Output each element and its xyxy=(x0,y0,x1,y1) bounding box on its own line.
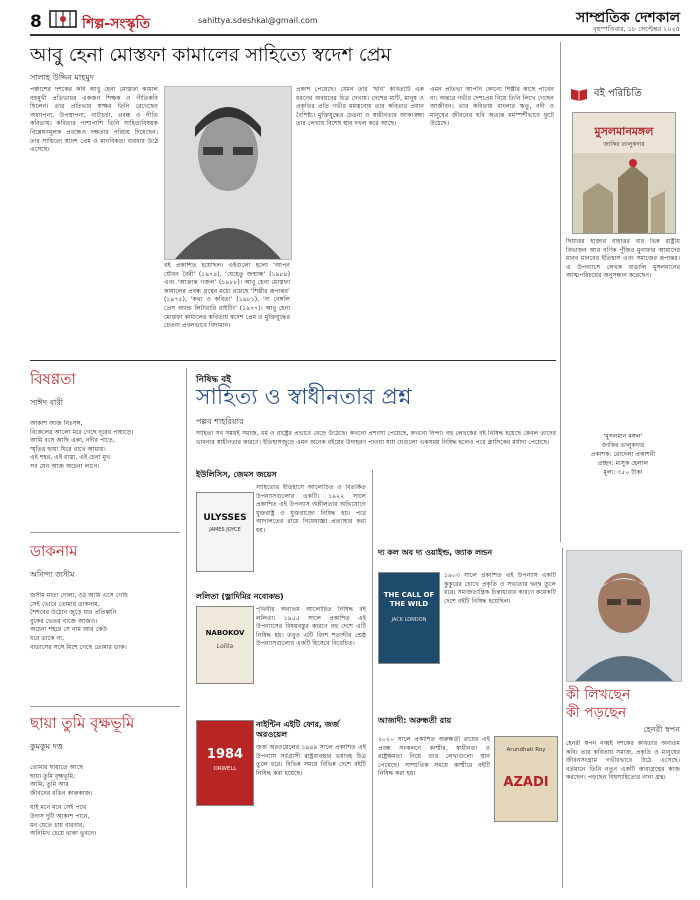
header-date: বৃহস্পতিবার, ১৮ সেপ্টেম্বর ২০২৫ xyxy=(593,25,680,33)
page-header xyxy=(0,0,700,34)
poem-line: সেই ভোরে তোমার ডাকনাম, xyxy=(30,600,100,608)
book-cover-author: Arundhati Roy xyxy=(506,747,546,753)
poem-title: ডাকনাম xyxy=(30,542,78,560)
book-review-meta-price: মূল্য: ৩৫০ টাকা xyxy=(603,469,643,476)
poem-author: কুমকুম দত্ত xyxy=(30,742,63,751)
book-review-meta-author: জাকির তালুকদার xyxy=(601,442,645,449)
book-text-ulysses: সাহিত্যের ইতিহাসে আলোচিত ও বিতর্কিত উপন্যাসগুলোর একটি। ১৯২২ সালে প্রকাশিত এই উপন্যাস অশ্লীলতার অভিযোগে যুক্তরাষ্ট্র ও যুক্তরাজ্যে নিষিদ্ধ হয়। পরে আদালতের রায়ে নিষেধাজ্ঞা প্রত্যাহার করা হয়। xyxy=(256,484,366,534)
book-review-cover xyxy=(572,112,676,234)
book-cover-author: JAMES JOYCE xyxy=(209,527,241,533)
vertical-divider-left xyxy=(186,368,187,888)
book-text-azadi: ২০২০ সালে প্রকাশিত অরুন্ধতী রায়ের এই প্রবন্ধ সংকলনে কাশ্মীর, স্বাধীনতা ও রাষ্ট্রক্ষমতা নিয়ে তার লেখাগুলো স্থান পেয়েছে। সাম্প্রতিক সময়ে কাশ্মীরে বইটি নিষিদ্ধ করা হয়। xyxy=(378,736,490,778)
poem-line: জীবনের রঙিন কারুকাজ। xyxy=(30,789,93,797)
vertical-divider-mid xyxy=(372,470,373,888)
poem-body xyxy=(30,764,180,839)
poem-line: আমি বসে আছি একা, নদীর পাড়ে, xyxy=(30,437,115,445)
book-cover-title: THE CALL OF THE WILD xyxy=(383,591,435,608)
page-number: 8 xyxy=(30,12,42,32)
masthead: সাম্প্রতিক দেশকাল xyxy=(576,10,680,26)
poem-line: উদাস দুটি আকাশ পানে, xyxy=(30,812,90,820)
poem-line: সব যেন আজ অচেনা লাগে। xyxy=(30,462,100,470)
poem-divider xyxy=(30,706,180,707)
poem-title: ছায়া তুমি বৃক্ষভূমি xyxy=(30,714,135,732)
book-cover-1984 xyxy=(196,720,254,806)
poem-author: অনিন্দ্য জসীম xyxy=(30,570,75,579)
poem-line: শৈশবের উঠোন জুড়ে যার প্রতিধ্বনি xyxy=(30,609,117,617)
poem-body xyxy=(30,592,180,652)
lead-photo-caption: বই প্রকাশিত হয়েছিল। এইগুলো হলো ‘আপন যৌবন বৈরী’ (১৯৭৪), ‘যেহেতু জন্মান্ধ’ (১৯৮৪) এবং ‘আক্রান্ত গজল’ (১৯৮৮)। আবু হেনা মোস্তফা কামালের প্রবন্ধ গ্রন্থের মধ্যে রয়েছে ‘শিল্পীর রূপান্তর’ (১৯৭৫), ‘কথা ও কবিতা’ (১৯৮১), ‘দ্য বেঙ্গলি প্রেস অ্যান্ড লিটারারি রাইটিং’ (১৯৭৭)। আবু হেনা মোস্তফা কামালের কবিতায় স্বদেশ প্রেম ও মুক্তিযুদ্ধের চেতনা প্রবলভাবে বিদ্যমান। xyxy=(164,262,290,330)
banned-kicker: নিষিদ্ধ বই xyxy=(196,375,231,385)
book-review-meta-cover: প্রচ্ছদ: মাসুক হেলাল xyxy=(597,460,649,467)
lead-column-3: এমন প্রতিভা আপনি কোনো শিল্পীর কাছে পাবেন না। অন্তরে গভীর দেশপ্রেম নিয়ে তিনি লিখে গেছেন আজীবন। তার কবিতায় বাংলার ঋতু, নদী ও মানুষের জীবনের ছবি অত্যন্ত মর্মস্পর্শীভাবে ফুটে উঠেছে। xyxy=(430,86,554,128)
book-cover-azadi xyxy=(494,736,558,822)
poem-line: মন যেতে চায় বারবার, xyxy=(30,821,85,829)
banned-headline: সাহিত্য ও স্বাধীনতার প্রশ্ন xyxy=(196,385,412,410)
writer-portrait-icon xyxy=(567,551,681,681)
book-text-lolita: পৃথিবীর অন্যতম আলোচিত নিষিদ্ধ বই ললিতা। ১৯৫৫ সালে প্রকাশিত এই উপন্যাসের বিষয়বস্তুর কারণে বহু দেশে এটি নিষিদ্ধ হয়। তবুও এটি বিংশ শতাব্দীর শ্রেষ্ঠ উপন্যাসগুলোর একটি হিসেবে বিবেচিত। xyxy=(256,606,366,648)
book-cover-title: AZADI xyxy=(503,775,549,790)
book-cover-author: JACK LONDON xyxy=(391,617,427,623)
book-cover-title: NABOKOV xyxy=(205,629,245,637)
column-divider xyxy=(560,42,561,542)
section-logo-icon xyxy=(48,9,78,29)
cover-art-icon xyxy=(573,153,675,233)
poem-line: তোমার ছায়াতে আছে xyxy=(30,764,84,771)
book-text-call-of-the-wild: ১৯০৩ সালে প্রকাশিত এই উপন্যাস একটি কুকুরের চোখে প্রকৃতি ও সভ্যতার দ্বন্দ্ব তুলে ধরে। সমাজতান্ত্রিক চিন্তাধারার কারণে কয়েকটি দেশে বইটি নিষিদ্ধ হয়েছিল। xyxy=(444,572,556,605)
book-cover-author: ORWELL xyxy=(213,766,237,772)
lead-bottom-divider xyxy=(30,360,556,361)
book-review-meta-title: ‘মুসলমান মঙ্গল’ xyxy=(603,433,643,440)
book-title-call-of-the-wild: দ্য কল অব দ্য ওয়াইল্ড, জ্যাক লন্ডন xyxy=(378,548,493,557)
poem-line: স্মৃতির ছায়া ঘিরে রাখে আমায়। xyxy=(30,445,106,453)
poem-line: ছায়া তুমি বৃক্ষভূমি; xyxy=(30,772,76,780)
poem-line: জসীম মাতা দোলা, ওঠ আমি এসে গেছি xyxy=(30,592,128,599)
book-review-meta xyxy=(566,432,680,477)
poem-body xyxy=(30,420,180,472)
header-divider xyxy=(30,34,680,36)
lead-headline: আবু হেনা মোস্তফা কামালের সাহিত্যে স্বদেশ প্রেম xyxy=(30,44,392,66)
lead-byline: সালাহ উদ্দিন মাহমুদ xyxy=(30,73,94,82)
writer-heading-line-2: কী পড়ছেন xyxy=(566,705,627,721)
book-title-ulysses: ইউলিসিস, জেমস জয়েস xyxy=(196,470,277,479)
book-cover-call-of-the-wild xyxy=(378,572,440,664)
poem-line: এই শহর, এই রাস্তা, এই চেনা মুখ xyxy=(30,454,111,462)
book-review-meta-publisher: প্রকাশক: রোদেলা প্রকাশনী xyxy=(590,451,656,458)
banned-intro: সাহিত্য সব সময়ই সমাজ, ধর্ম ও রাষ্ট্রের প্রভাবে বেড়ে উঠেছে। কখনো প্রশংসা পেয়েছে, কখনো নিন্দা। বহু লেখকের বই নিষিদ্ধ হয়েছে কেবল তাদের ভাবনার স্বাধীনতার কারণে। ইতিহাসজুড়ে এমন অনেক বইয়ের উদাহরণ পাওয়া যায় যেগুলো একসময় নিষিদ্ধ হলেও পরে ক্লাসিকের মর্যাদা পেয়েছে। xyxy=(196,430,556,446)
header-email: sahittya.sdeshkal@gmail.com xyxy=(198,16,318,25)
book-review-cover-author: জাকির তালুকদার xyxy=(603,141,645,148)
poem-author: সাঈদ বারী xyxy=(30,398,64,407)
banned-byline: পল্লব শাহরিয়ার xyxy=(196,417,244,426)
book-title-lolita: ললিতা (ভ্লাদিমির নবোকভ) xyxy=(196,592,284,601)
book-title-azadi: আজাদী: অরুন্ধতী রায় xyxy=(378,716,452,725)
book-title-1984: নাইন্টিন এইটি ফোর, জর্জ অরওয়েল xyxy=(256,720,340,739)
author-photo xyxy=(164,86,292,260)
poem-line: আকাশ আজ নিঃসঙ্গ, xyxy=(30,420,83,427)
book-review-label: বই পরিচিতি xyxy=(594,88,642,99)
poem-1 xyxy=(30,368,180,528)
poem-line: যাই মনে মনে সেই পথে xyxy=(30,804,87,812)
lead-column-2: প্রকাশ পেয়েছে। যেমন তার ‘ছবি’ কবিতাটি এক ধরনের অবয়বের চিত্র দেখায়। দেশের মাটি, মানুষ ও প্রকৃতির প্রতি গভীর মমত্ববোধ তার কবিতার প্রধান বৈশিষ্ট্য। মুক্তিযুদ্ধের চেতনা ও স্বাধীনতার আকাঙ্ক্ষা তার লেখায় বিশেষ স্থান দখল করে আছে। xyxy=(296,86,424,128)
poem-line: ধরে ডাকে না, xyxy=(30,634,64,642)
writer-heading-line-1: কী লিখছেন xyxy=(566,687,631,703)
section-title: শিল্প-সংস্কৃতি xyxy=(82,16,150,32)
book-icon xyxy=(570,86,588,100)
poem-line: বুকের ভেতর বাজে আজও। xyxy=(30,617,98,625)
book-cover-title: 1984 xyxy=(206,747,244,762)
writer-photo xyxy=(566,550,682,682)
book-review-cover-title: মুসলমানমঙ্গল xyxy=(594,125,654,138)
poem-title: বিষণ্ণতা xyxy=(30,370,76,388)
book-review-label-box xyxy=(566,82,680,108)
poem-divider xyxy=(30,532,180,533)
book-cover-author: Lolita xyxy=(216,643,234,650)
writer-name: হেনরী স্বপন xyxy=(643,725,680,734)
poem-line: বাতাসের সঙ্গে মিশে গেছে তোমার ডাক। xyxy=(30,643,127,651)
poem-3 xyxy=(30,712,180,892)
poem-2 xyxy=(30,540,180,700)
vertical-divider-right xyxy=(562,548,563,888)
poem-line: আমি, তুমি আর xyxy=(30,781,69,789)
book-text-1984: জর্জ অরওয়েলের ১৯৪৯ সালে প্রকাশিত এই উপন্যাস সর্বগ্রাসী রাষ্ট্রব্যবস্থার ভয়াবহ চিত্র তুলে ধরে। বিভিন্ন সময়ে বিভিন্ন দেশে বইটি নিষিদ্ধ করা হয়েছে। xyxy=(256,744,366,777)
poem-line: অনিমিখ চেয়ে থাকা ভুবনে। xyxy=(30,830,97,838)
book-review-text: ছিয়াত্তর হাজার বাহাত্তর বার ভিন্ন রাষ্ট্রীয় বিভাজন আর বর্ণিক পুঁজির মুনাফার আমাদের মানব মানবের ইতিহাস এবং সমাজের রূপান্তর। এ উপন্যাসে লেখক বাঙালি মুসলমানের আত্মপরিচয়ের অনুসন্ধান করেছেন। xyxy=(566,238,680,280)
book-cover-ulysses xyxy=(196,492,254,572)
book-cover-title: ULYSSES xyxy=(203,513,247,523)
lead-column-1: পঞ্চাশের দশকের কবি আবু হেনা মোস্তফা কামাল বহুমুখী প্রতিভাধর একজন শিক্ষক ও গীতিকবি ছিলেন। তার প্রতিভার স্বাক্ষর তিনি রেখেছেন অধ্যাপনা, উপস্থাপনা, নাট্যচর্চা, প্রবন্ধ ও গীতি কবিতায়। কবিতার পাশাপাশি তিনি সাহিত্যবিষয়ক বিশ্লেষণমূলক প্রবন্ধেও দক্ষতার পরিচয় দিয়েছেন। তার সাহিত্যে স্বদেশ প্রেম ও মানবিকতা বারবার উঠে এসেছে। xyxy=(30,86,158,154)
poem-line: বিকেলের আলো মরে গেছে দূরের পাহাড়ে। xyxy=(30,428,134,436)
writer-column-text: হেনরী স্বপন নব্বই দশকের কবিতার অন্যতম কবি। তার কবিতায় সমাজ, প্রকৃতি ও মানুষের জীবনসংগ্রাম গভীরভাবে উঠে এসেছে। বর্তমানে তিনি নতুন একটি কাব্যগ্রন্থের কাজ করছেন। পড়ছেন বিশ্বসাহিত্যের নানা গ্রন্থ। xyxy=(566,740,680,782)
writer-column-heading xyxy=(566,686,680,722)
portrait-icon xyxy=(165,87,291,259)
poem-line: অচেনা শহরে সে নাম আর কেউ xyxy=(30,626,108,634)
book-cover-lolita xyxy=(196,606,254,684)
